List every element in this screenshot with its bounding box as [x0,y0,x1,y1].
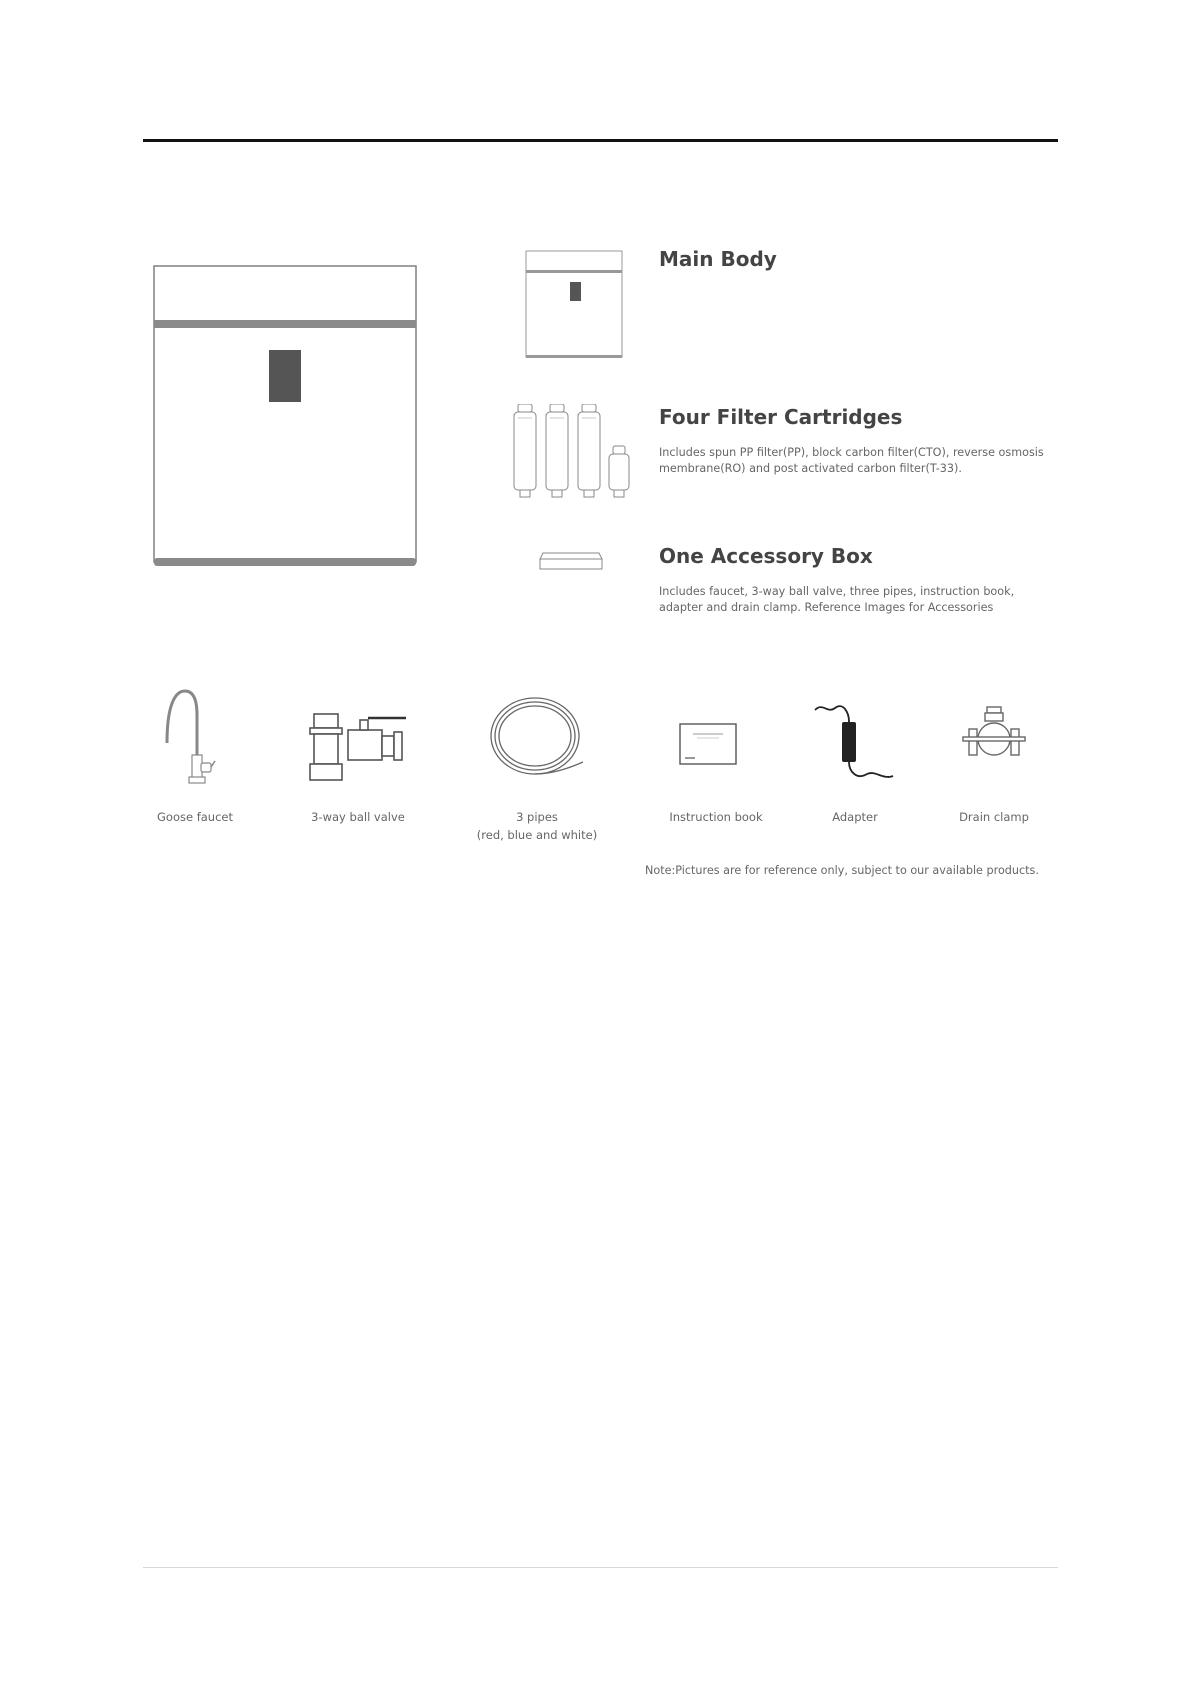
pipes-sublabel: (red, blue and white) [476,828,598,842]
pipes-coil-icon [487,692,587,784]
ball-valve-label: 3-way ball valve [311,810,405,824]
main-body-large-illustration [153,265,417,570]
main-body-title: Main Body [659,247,777,271]
drain-clamp-icon [961,705,1027,771]
adapter-label: Adapter [832,810,878,824]
ball-valve-icon [308,708,408,784]
pipes-label: 3 pipes [516,810,558,824]
adapter-icon [813,700,895,784]
top-rule [143,139,1058,142]
accessory-box-thumbnail [538,551,604,571]
filter-cartridges-thumbnail [512,404,634,498]
instruction-book-icon [679,723,737,765]
filter-cartridges-description: Includes spun PP filter(PP), block carbon filter(CTO), reverse osmosis membrane(RO) and post activated carbon filter(T-33). [659,446,1044,475]
instruction-book-label: Instruction book [669,810,763,824]
accessory-box-description: Includes faucet, 3-way ball valve, three pipes, instruction book, adapter and drain clamp. Reference Images for Accessories [659,585,1015,614]
goose-faucet-label: Goose faucet [157,810,233,824]
accessory-box-title: One Accessory Box [659,544,873,568]
filter-cartridges-title: Four Filter Cartridges [659,405,903,429]
reference-note: Note:Pictures are for reference only, subject to our available products. [645,864,1039,877]
main-body-thumbnail [525,250,623,360]
bottom-rule [143,1567,1058,1568]
goose-faucet-icon [155,685,235,795]
drain-clamp-label: Drain clamp [959,810,1029,824]
